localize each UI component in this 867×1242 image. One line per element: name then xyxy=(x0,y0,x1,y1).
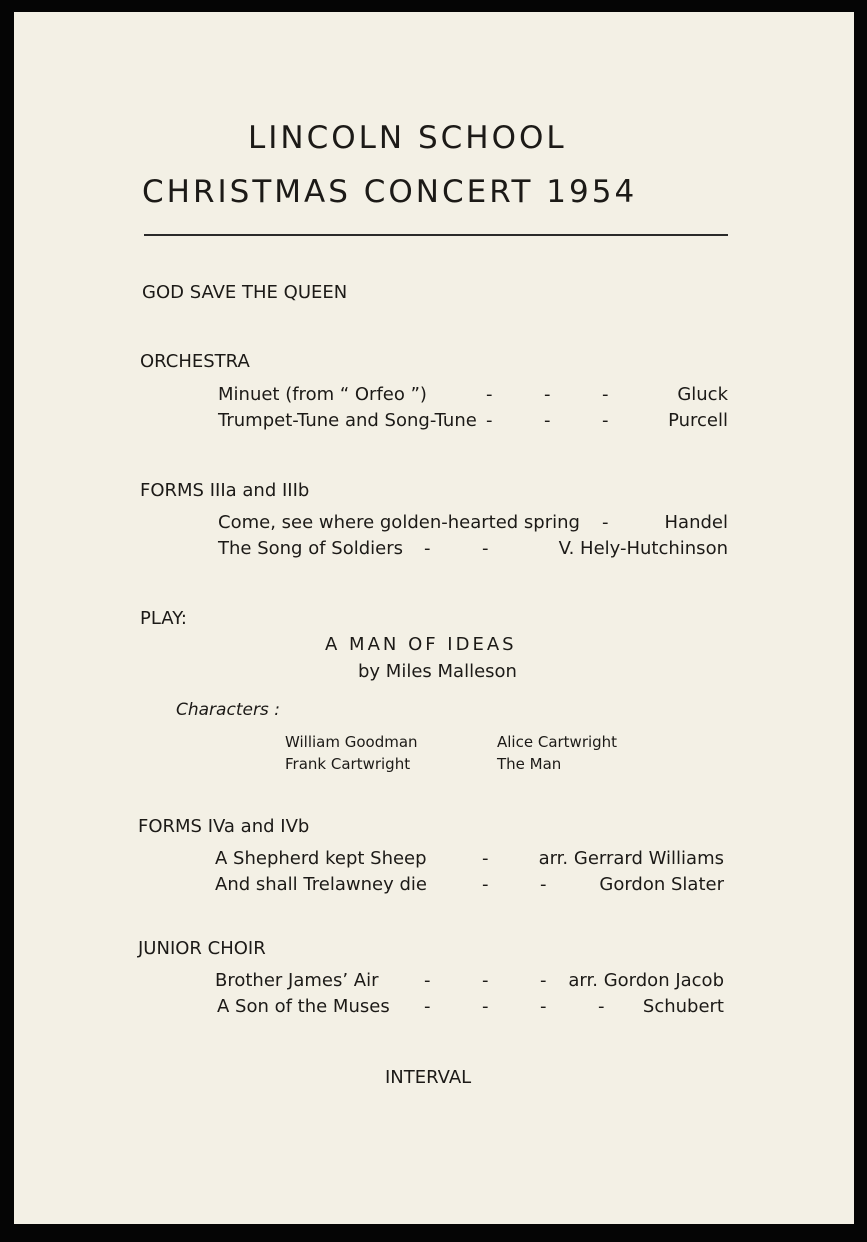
dash: - xyxy=(602,410,609,431)
forms3-item-2-composer: V. Hely-Hutchinson xyxy=(558,538,728,559)
character-name: The Man xyxy=(497,755,562,773)
junior-choir-heading: JUNIOR CHOIR xyxy=(138,938,266,959)
orchestra-item-1-title: Minuet (from “ Orfeo ”) xyxy=(218,384,427,405)
dash: - xyxy=(424,538,431,559)
concert-title: CHRISTMAS CONCERT 1954 xyxy=(142,174,638,210)
dash: - xyxy=(544,410,551,431)
dash: - xyxy=(602,512,609,533)
dash: - xyxy=(540,996,547,1017)
dash: - xyxy=(482,874,489,895)
dash: - xyxy=(482,970,489,991)
character-name: William Goodman xyxy=(285,733,418,751)
orchestra-item-1-composer: Gluck xyxy=(677,384,728,405)
play-title: A MAN OF IDEAS xyxy=(325,634,517,655)
play-heading: PLAY: xyxy=(140,608,187,629)
play-author: by Miles Malleson xyxy=(358,661,517,682)
dash: - xyxy=(482,848,489,869)
orchestra-item-2-title: Trumpet-Tune and Song-Tune xyxy=(218,410,477,431)
school-title: LINCOLN SCHOOL xyxy=(248,120,567,156)
dash: - xyxy=(482,996,489,1017)
dash: - xyxy=(540,874,547,895)
dash: - xyxy=(544,384,551,405)
forms4-item-1-composer: arr. Gerrard Williams xyxy=(538,848,724,869)
forms3-heading: FORMS IIIa and IIIb xyxy=(140,480,310,501)
forms3-item-2-title: The Song of Soldiers xyxy=(218,538,403,559)
title-divider xyxy=(144,234,728,236)
dash: - xyxy=(540,970,547,991)
characters-label: Characters : xyxy=(176,700,280,720)
dash: - xyxy=(482,538,489,559)
junior-choir-item-1-composer: arr. Gordon Jacob xyxy=(568,970,724,991)
forms3-item-1-title: Come, see where golden-hearted spring xyxy=(218,512,580,533)
dash: - xyxy=(424,996,431,1017)
junior-choir-item-2-composer: Schubert xyxy=(642,996,724,1017)
programme-card xyxy=(14,12,854,1224)
anthem-heading: GOD SAVE THE QUEEN xyxy=(142,282,348,303)
dash: - xyxy=(486,410,493,431)
forms4-item-2-composer: Gordon Slater xyxy=(599,874,724,895)
dash: - xyxy=(486,384,493,405)
forms4-heading: FORMS IVa and IVb xyxy=(138,816,310,837)
character-name: Frank Cartwright xyxy=(285,755,411,773)
forms4-item-1-title: A Shepherd kept Sheep xyxy=(215,848,427,869)
dash: - xyxy=(602,384,609,405)
orchestra-item-2-composer: Purcell xyxy=(668,410,728,431)
dash: - xyxy=(424,970,431,991)
orchestra-heading: ORCHESTRA xyxy=(140,351,250,372)
forms4-item-2-title: And shall Trelawney die xyxy=(215,874,427,895)
junior-choir-item-2-title: A Son of the Muses xyxy=(217,996,390,1017)
forms3-item-1-composer: Handel xyxy=(664,512,728,533)
interval-label: INTERVAL xyxy=(385,1067,472,1088)
dash: - xyxy=(598,996,605,1017)
character-name: Alice Cartwright xyxy=(497,733,618,751)
junior-choir-item-1-title: Brother James’ Air xyxy=(215,970,379,991)
